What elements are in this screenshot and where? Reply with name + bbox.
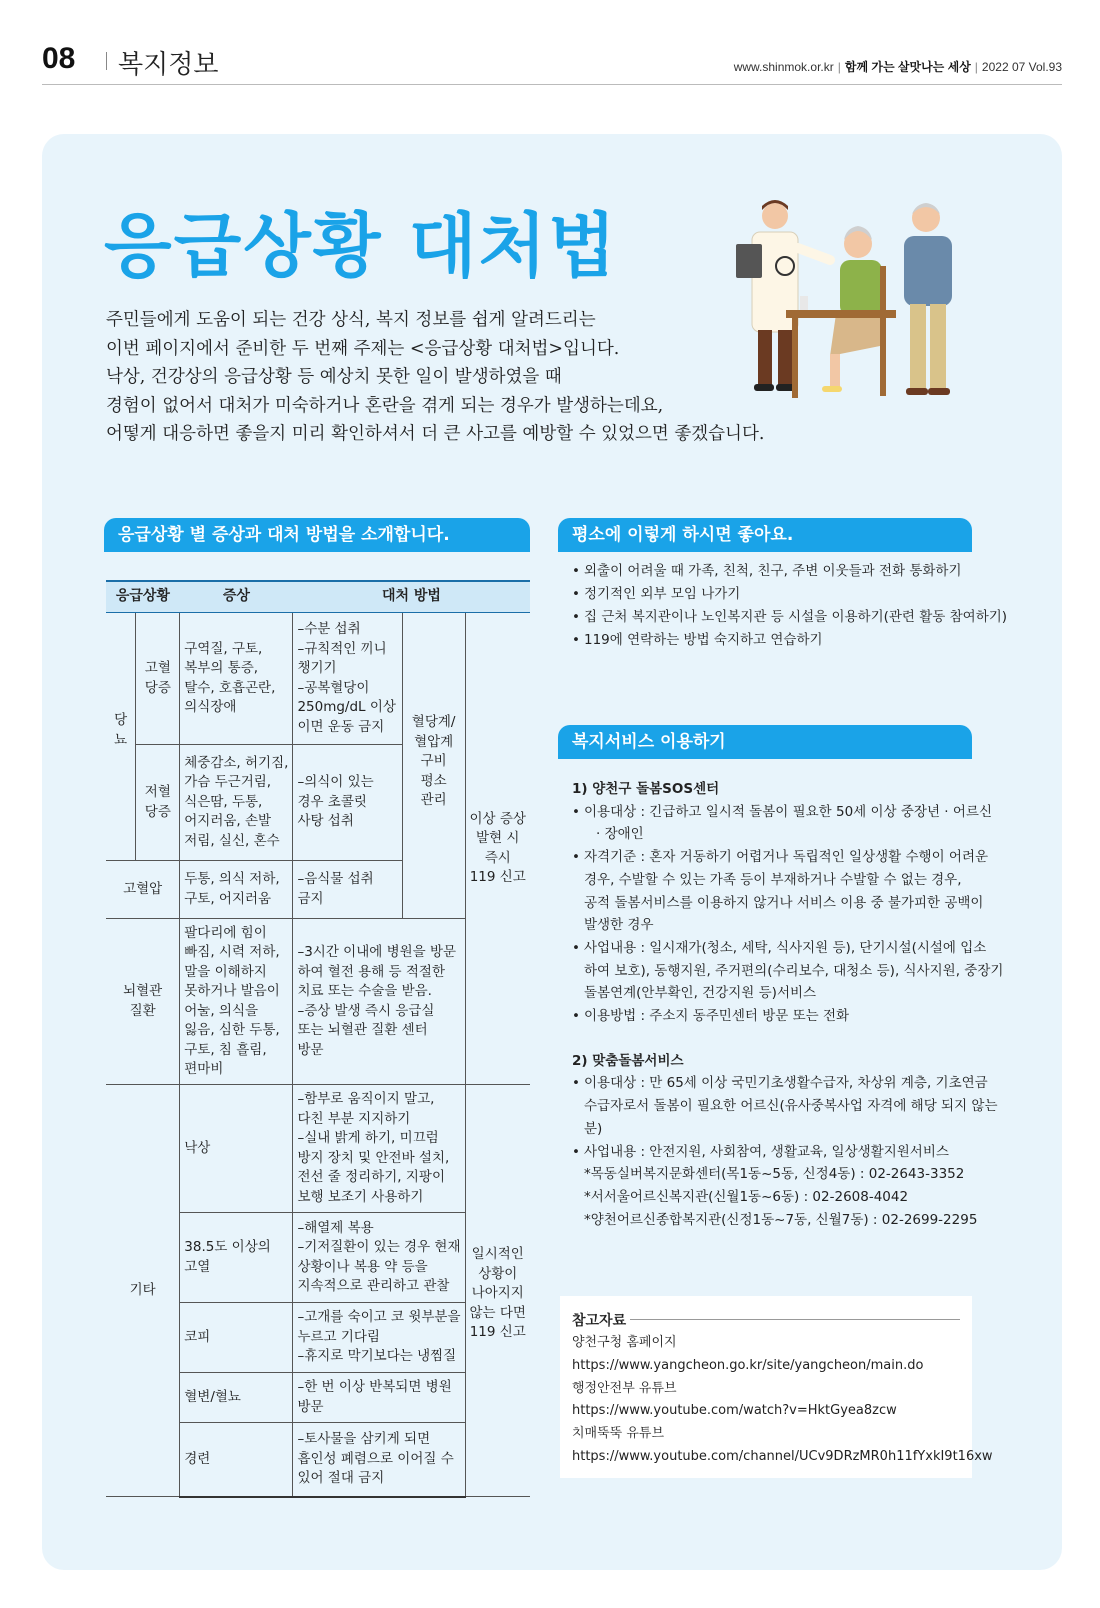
service-info [572,778,1004,1231]
symptom-cell: 팔다리에 힘이 빠짐, 시력 저하, 말을 이해하지 못하거나 발음이 어눌, 의식을 잃음, 심한 두통, 구토, 침 흘림, 편마비 [180,919,293,1085]
situation-fever: 38.5도 이상의 고열 [180,1213,293,1303]
list-item: • 이용대상 : 긴급하고 일시적 돌봄이 필요한 50세 이상 중장년 · 어르신 · 장애인 [572,801,992,846]
reference-source: 양천구청 홈페이지 [572,1335,677,1350]
page-number: 08 [42,42,76,75]
service1-heading: 1) 양천구 돌봄SOS센터 [572,781,720,797]
reference-title: 참고자료 [572,1313,627,1329]
symptom-cell: 구역질, 구토, 복부의 통증, 탈수, 호흡곤란, 의식장애 [180,613,293,745]
tips-list [572,560,1008,652]
emergency-section-heading: 응급상황 별 증상과 대처 방법을 소개합니다. [104,518,530,552]
slogan: 함께 가는 살맛나는 세상 [844,60,971,74]
action-cell: –고개를 숙이고 코 윗부분을 누르고 기다림 –휴지로 막기보다는 냉찜질 [293,1303,465,1373]
issue-info: 2022 07 Vol.93 [981,60,1062,74]
center-contact: *서서울어르신복지관(신월1동~6동) : 02-2608-4042 [584,1188,909,1205]
col-header-symptom: 증상 [180,581,293,613]
symptom-cell: 두통, 의식 저하, 구토, 어지러움 [180,861,293,919]
intro-text [106,306,766,449]
table-row [106,1085,530,1213]
intro-line: 낙상, 건강상의 응급상황 등 예상치 못한 일이 발생하였을 때 [106,367,562,387]
action-cell: –음식물 섭취 금지 [293,861,402,919]
list-item: • 119에 연락하는 방법 숙지하고 연습하기 [572,629,992,652]
intro-line: 어떻게 대응하면 좋을지 미리 확인하셔서 더 큰 사고를 예방할 수 있었으면 좋겠습니다. [106,424,765,444]
emergency-table [106,580,530,1498]
situation-hypertension: 고혈압 [106,861,180,919]
list-item: • 사업내용 : 일시재가(청소, 세탁, 식사지원 등), 단기시설(시설에 입소 하여 보호), 동행지원, 주거편의(수리보수, 대청소 등), 식사지원, 중장기 돌봄연계(안부확인, 건강지원 등)서비스 [572,937,992,1005]
page-header [42,36,1062,85]
page-title: 응급상황 대처법 [104,205,618,287]
reference-box [560,1296,993,1478]
list-item: • 이용방법 : 주소지 동주민센터 방문 또는 전화 [572,1005,992,1028]
reference-list [572,1332,993,1469]
list-item: • 이용대상 : 만 65세 이상 국민기초생활수급자, 차상위 계층, 기초연금 수급자로서 돌봄이 필요한 어르신(유사중복사업 자격에 해당 되지 않는 분) [572,1072,992,1140]
intro-line: 이번 페이지에서 준비한 두 번째 주제는 <응급상황 대처법>입니다. [106,338,620,359]
action-cell: –3시간 이내에 병원을 방문 하여 혈전 용해 등 적절한 치료 또는 수술을 받음. –증상 발생 즉시 응급실 또는 뇌혈관 질환 센터 방문 [293,919,465,1085]
reference-source: 치매뚝뚝 유튜브 [572,1426,665,1442]
col-header-situation: 응급상황 [106,581,180,613]
situation-diabetes: 당뇨 [106,613,136,861]
header-info: www.shinmok.or.kr | 함께 가는 살맛나는 세상 | 2022 07 Vol.93 [733,60,1062,74]
service2-heading: 2) 맞춤돌봄서비스 [572,1052,684,1069]
situation-etc: 기타 [106,1085,180,1497]
reference-link[interactable]: https://www.youtube.com/channel/UCv9DRzMR0h11fYxkI9t16xw [572,1448,993,1464]
center-contact: *양천어르신종합복지관(신정1동~7동, 신월7동) : 02-2699-2295 [584,1211,978,1228]
list-item: • 사업내용 : 안전지원, 사회참여, 생활교육, 일상생활지원서비스 [572,1141,992,1164]
situation-hyperglycemia: 고혈 당증 [136,613,180,745]
report-cell: 이상 증상 발현 시 즉시 119 신고 [465,613,530,1085]
header-divider [106,52,107,70]
section-name: 복지정보 [118,50,219,80]
doctor-elderly-illustration [730,196,1000,416]
action-cell: –의식이 있는 경우 초콜릿 사탕 섭취 [293,745,402,861]
list-item: • 외출이 어려울 때 가족, 친척, 친구, 주변 이웃들과 전화 통화하기 [572,560,992,583]
situation-hypoglycemia: 저혈 당증 [136,745,180,861]
intro-line: 경험이 없어서 대처가 미숙하거나 혼란을 겪게 되는 경우가 발생하는데요, [106,395,664,416]
reference-link[interactable]: https://www.yangcheon.go.kr/site/yangcheon/main.do [572,1357,924,1373]
action-cell: –한 번 이상 반복되면 병원 방문 [293,1373,465,1423]
action-cell: –수분 섭취 –규칙적인 끼니 챙기기 –공복혈당이 250mg/dL 이상 이면 운동 금지 [293,613,402,745]
action-cell: –함부로 움직이지 말고, 다친 부분 지지하기 –실내 밝게 하기, 미끄럼 방지 장치 및 안전바 설치, 전선 줄 정리하기, 지팡이 보행 보조기 사용하기 [293,1085,465,1213]
table-row [106,613,530,745]
situation-nosebleed: 코피 [180,1303,293,1373]
list-item: • 집 근처 복지관이나 노인복지관 등 시설을 이용하기(관련 활동 참여하기) [572,606,992,629]
report-cell: 일시적인 상황이 나아지지 않는 다면 119 신고 [465,1085,530,1497]
reference-divider [630,1319,960,1320]
symptom-cell: 체중감소, 허기짐, 가슴 두근거림, 식은땀, 두통, 어지러움, 손발 저림, 실신, 혼수 [180,745,293,861]
management-cell: 혈당계/ 혈압계 구비 평소 관리 [402,613,465,919]
table-header-row [106,581,530,613]
center-contact: *목동실버복지문화센터(목1동~5동, 신정4동) : 02-2643-3352 [584,1166,965,1183]
service-section-heading: 복지서비스 이용하기 [558,725,972,759]
intro-line: 주민들에게 도움이 되는 건강 상식, 복지 정보를 쉽게 알려드리는 [106,310,596,330]
action-cell: –토사물을 삼키게 되면 흡인성 폐렴으로 이어질 수 있어 절대 금지 [293,1423,465,1497]
site-url: www.shinmok.or.kr [733,60,834,74]
reference-link[interactable]: https://www.youtube.com/watch?v=HktGyea8zcw [572,1403,897,1419]
reference-source: 행정안전부 유튜브 [572,1380,677,1396]
situation-seizure: 경련 [180,1423,293,1497]
list-item: • 정기적인 외부 모임 나가기 [572,583,992,606]
action-cell: –해열제 복용 –기저질환이 있는 경우 현재 상황이나 복용 약 등을 지속적으로 관리하고 관찰 [293,1213,465,1303]
tips-section-heading: 평소에 이렇게 하시면 좋아요. [558,518,972,552]
situation-blood: 혈변/혈뇨 [180,1373,293,1423]
list-item: • 자격기준 : 혼자 거동하기 어렵거나 독립적인 일상생활 수행이 어려운 경우, 수발할 수 있는 가족 등이 부재하거나 수발할 수 없는 경우, 공적 돌봄서비스를 이용하지 않거나 서비스 이용 중 불가피한 공백이 발생한 경우 [572,846,992,937]
col-header-action: 대처 방법 [293,581,530,613]
situation-fall: 낙상 [180,1085,293,1213]
situation-stroke: 뇌혈관 질환 [106,919,180,1085]
